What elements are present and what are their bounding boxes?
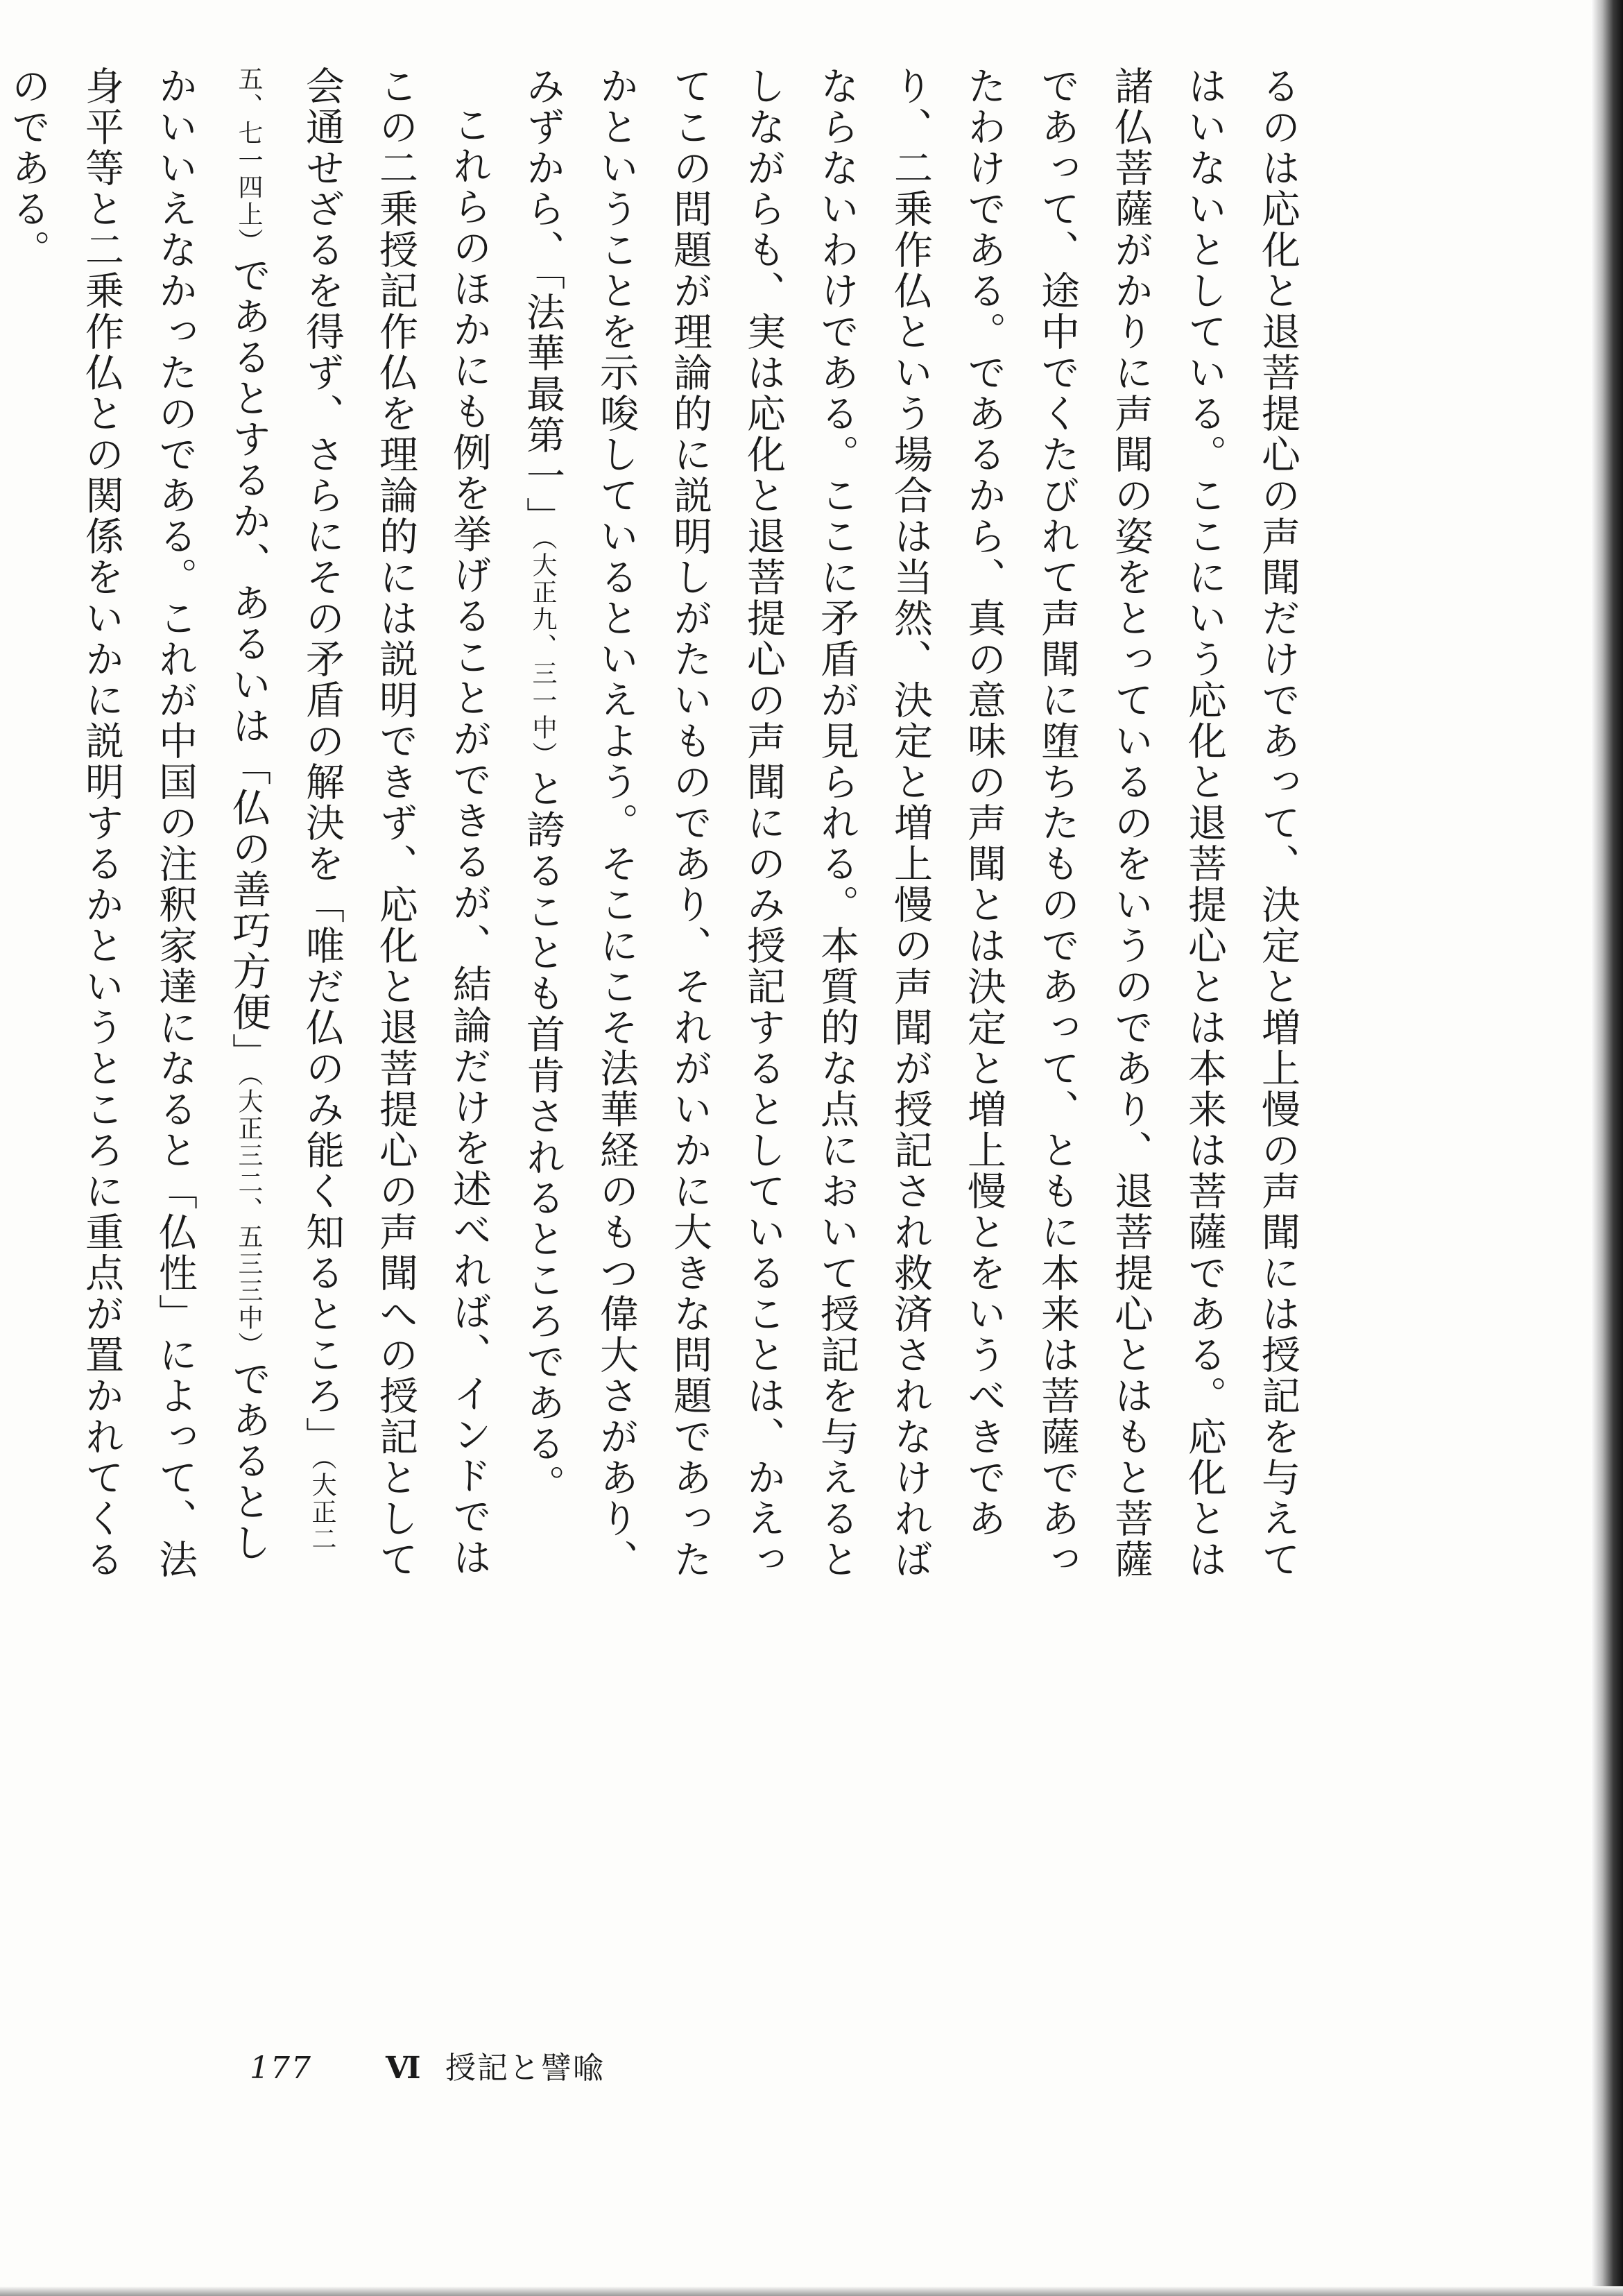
citation-note: （大正九、三一中） — [529, 538, 557, 769]
page-footer — [250, 2043, 605, 2087]
citation-note: （大正二五、七一四上） — [234, 66, 336, 1553]
paragraph-2-text-end: であるとしかいいえなかったのである。これが中国の注釈家達になると「仏性」によって、法身平等と二乗作仏との関係をいかに説明するかというところに重点が置かれてくるのである。 — [6, 66, 271, 1580]
page-number: 177 — [250, 2050, 312, 2086]
paragraph-1 — [506, 66, 1314, 1592]
chapter-number: Ⅵ — [386, 2050, 422, 2086]
body-text-block — [6, 66, 1314, 2057]
paragraph-2-text: これらのほかにも例を挙げることができるが、結論だけを述べれば、インドではこの二乗授記作仏を理論的には説明できず、応化と退菩提心の声聞への授記として会通せざるを得ず、さらにその矛盾の解決を「唯だ仏のみ能く知るところ」 — [300, 66, 492, 1580]
paragraph-2 — [0, 66, 506, 1592]
citation-note: （大正三二、五三三中） — [234, 1074, 263, 1359]
paragraph-1-text: るのは応化と退菩提心の声聞だけであって、決定と増上慢の声聞には授記を与えてはいないとしている。ここにいう応化と退菩提心とは本来は菩薩である。応化とは諸仏菩薩がかりに声聞の姿をとっているのをいうのであり、退菩提心とはもと菩薩であって、途中でくたびれて声聞に堕ちたものであって、ともに本来は菩薩であったわけである。であるから、真の意味の声聞とは決定と増上慢とをいうべきであり、二乗作仏という場合は当然、決定と増上慢の声聞が授記され救済されなければならないわけである。ここに矛盾が見られる。本質的な点において授記を与えるとしながらも、実は応化と退菩提心の声聞にのみ授記するとしていることは、かえってこの問題が理論的に説明しがたいものであり、それがいかに大きな問題であったかということを示唆しているといえよう。そこにこそ法華経のもつ偉大さがあり、みずから、「法華最第一」 — [520, 66, 1300, 1580]
paragraph-2-text-mid: であるとするか、あるいは「仏の善巧方便」 — [226, 255, 271, 1074]
bottom-edge-shadow — [0, 2286, 1623, 2296]
paragraph-1-text-end: と誇ることも首肯されるところである。 — [520, 769, 565, 1505]
chapter-title: 授記と譬喩 — [445, 2050, 605, 2086]
vertical-text-column — [6, 66, 1314, 1592]
book-spine-shadow — [1591, 0, 1623, 2296]
